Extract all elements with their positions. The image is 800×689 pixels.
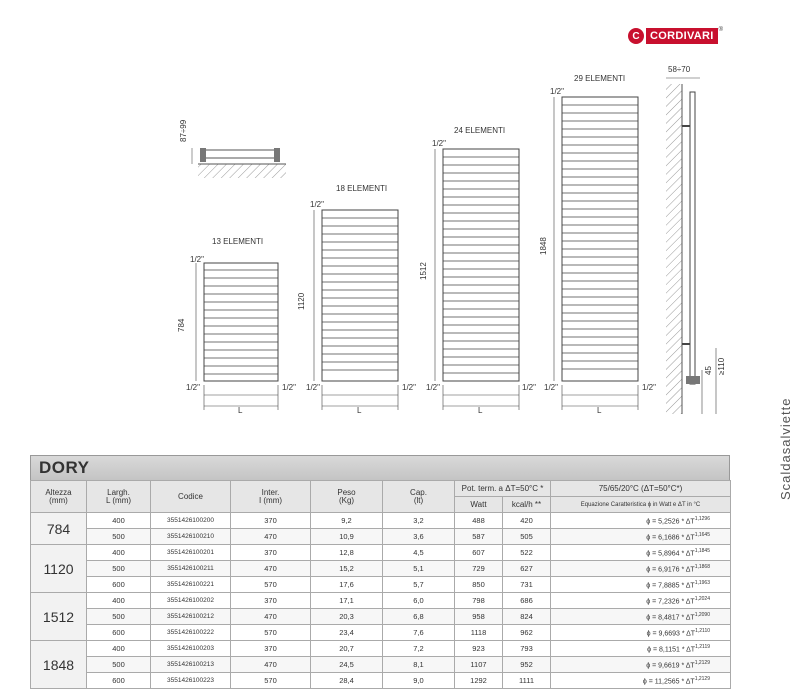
depth-label: 87÷99	[179, 119, 188, 142]
watt-cell: 488	[455, 513, 503, 529]
width-label: L	[238, 406, 243, 415]
height-label: 1120	[297, 292, 306, 310]
watt-cell: 1118	[455, 625, 503, 641]
interasse-cell: 470	[231, 609, 311, 625]
kcal-cell: 420	[503, 513, 551, 529]
altezza-cell: 1120	[31, 545, 87, 593]
peso-cell: 23,4	[311, 625, 383, 641]
codice-cell: 3551426100203	[151, 641, 231, 657]
table-row	[31, 577, 731, 593]
codice-cell: 3551426100201	[151, 545, 231, 561]
logo-mark-icon: C	[628, 28, 644, 44]
watt-cell: 1107	[455, 657, 503, 673]
thread-label: 1/2"	[522, 383, 536, 392]
kcal-cell: 731	[503, 577, 551, 593]
equazione-cell	[551, 641, 731, 657]
larghezza-cell: 600	[87, 577, 151, 593]
watt-cell: 1292	[455, 673, 503, 689]
kcal-cell: 793	[503, 641, 551, 657]
capacita-cell: 7,6	[383, 625, 455, 641]
equazione-text: ϕ = 5,2526 * ΔT	[646, 518, 695, 526]
table-title: DORY	[30, 455, 730, 480]
thread-label: 1/2"	[186, 383, 200, 392]
equazione-esponente: 1,1845	[694, 547, 710, 554]
interasse-cell: 370	[231, 513, 311, 529]
equazione-cell	[551, 657, 731, 673]
interasse-cell: 470	[231, 529, 311, 545]
equazione-esponente: 1,2119	[695, 643, 710, 650]
equazione-esponente: 1,2129	[694, 659, 710, 666]
capacita-cell: 7,2	[383, 641, 455, 657]
header-potenza: Pot. term. a ΔT=50°C *	[455, 481, 551, 497]
equazione-text: ϕ = 7,8885 * ΔT	[646, 582, 695, 590]
capacita-cell: 3,2	[383, 513, 455, 529]
equazione-text: ϕ = 6,9176 * ΔT	[646, 566, 695, 574]
equazione-text: ϕ = 9,6619 * ΔT	[646, 662, 695, 670]
width-label: L	[357, 406, 362, 415]
equazione-cell	[551, 609, 731, 625]
kcal-cell: 962	[503, 625, 551, 641]
equazione-esponente: 1,2110	[695, 627, 710, 634]
table-row	[31, 529, 731, 545]
larghezza-cell: 600	[87, 673, 151, 689]
larghezza-cell: 400	[87, 545, 151, 561]
capacita-cell: 6,8	[383, 609, 455, 625]
registered-mark: ®	[718, 27, 724, 33]
equazione-cell	[551, 545, 731, 561]
kcal-cell: 1111	[503, 673, 551, 689]
watt-cell: 587	[455, 529, 503, 545]
thread-label: 1/2"	[190, 255, 204, 264]
watt-cell: 798	[455, 593, 503, 609]
height-label: 1848	[539, 237, 548, 255]
table-row	[31, 561, 731, 577]
peso-cell: 9,2	[311, 513, 383, 529]
watt-cell: 850	[455, 577, 503, 593]
watt-cell: 923	[455, 641, 503, 657]
table-row	[31, 641, 731, 657]
equazione-esponente: 1,1296	[694, 515, 710, 522]
thread-label: 1/2"	[550, 87, 564, 96]
width-label: L	[597, 406, 602, 415]
kcal-cell: 952	[503, 657, 551, 673]
category-side-label: Scaldasalviette	[778, 397, 793, 500]
equazione-text: ϕ = 5,8964 * ΔT	[646, 550, 695, 558]
floor-distance-label: ≥110	[717, 357, 726, 375]
peso-cell: 17,1	[311, 593, 383, 609]
codice-cell: 3551426100210	[151, 529, 231, 545]
model-title: 24 ELEMENTI	[454, 126, 506, 135]
codice-cell: 3551426100202	[151, 593, 231, 609]
thread-label: 1/2"	[402, 383, 416, 392]
capacita-cell: 3,6	[383, 529, 455, 545]
equazione-text: ϕ = 11,2565 * ΔT	[642, 678, 695, 686]
kcal-cell: 686	[503, 593, 551, 609]
peso-cell: 28,4	[311, 673, 383, 689]
interasse-cell: 570	[231, 673, 311, 689]
larghezza-cell: 500	[87, 561, 151, 577]
thread-label: 1/2"	[306, 383, 320, 392]
capacita-cell: 5,7	[383, 577, 455, 593]
equazione-esponente: 1,2024	[694, 595, 710, 602]
model-title: 13 ELEMENTI	[212, 237, 264, 246]
larghezza-cell: 400	[87, 593, 151, 609]
equazione-cell	[551, 529, 731, 545]
codice-cell: 3551426100213	[151, 657, 231, 673]
product-table	[30, 455, 730, 689]
capacita-cell: 9,0	[383, 673, 455, 689]
capacita-cell: 5,1	[383, 561, 455, 577]
table-row	[31, 545, 731, 561]
interasse-cell: 370	[231, 641, 311, 657]
interasse-cell: 570	[231, 625, 311, 641]
height-label: 784	[177, 318, 186, 332]
thread-label: 1/2"	[432, 139, 446, 148]
table-row	[31, 513, 731, 529]
kcal-cell: 522	[503, 545, 551, 561]
kcal-cell: 505	[503, 529, 551, 545]
header-peso: Peso (Kg)	[311, 481, 383, 513]
equazione-text: ϕ = 6,1686 * ΔT	[646, 534, 695, 542]
model-title: 18 ELEMENTI	[336, 184, 388, 193]
header-equazione-titolo: 75/65/20°C (ΔT=50°C*)	[551, 481, 731, 497]
header-larghezza: Largh. L (mm)	[87, 481, 151, 513]
header-equazione-sub: Equazione Caratteristica ϕ in Watt e ΔT in °C	[551, 497, 731, 513]
equazione-cell	[551, 625, 731, 641]
interasse-cell: 470	[231, 657, 311, 673]
altezza-cell: 784	[31, 513, 87, 545]
codice-cell: 3551426100211	[151, 561, 231, 577]
watt-cell: 729	[455, 561, 503, 577]
header-codice: Codice	[151, 481, 231, 513]
equazione-esponente: 1,1868	[694, 563, 710, 570]
interasse-cell: 370	[231, 545, 311, 561]
capacita-cell: 6,0	[383, 593, 455, 609]
watt-cell: 958	[455, 609, 503, 625]
header-altezza: Altezza (mm)	[31, 481, 87, 513]
equazione-esponente: 1,1645	[694, 531, 710, 538]
table-row	[31, 673, 731, 689]
model-drawing-13	[177, 237, 296, 415]
equazione-cell	[551, 673, 731, 689]
altezza-cell: 1512	[31, 593, 87, 641]
codice-cell: 3551426100223	[151, 673, 231, 689]
model-drawing-18	[297, 184, 416, 415]
table-row	[31, 609, 731, 625]
larghezza-cell: 500	[87, 529, 151, 545]
interasse-cell: 370	[231, 593, 311, 609]
wall-distance-label: 58÷70	[668, 65, 691, 74]
table-row	[31, 625, 731, 641]
width-label: L	[478, 406, 483, 415]
peso-cell: 12,8	[311, 545, 383, 561]
bottom-distance-label: 45	[704, 366, 713, 375]
kcal-cell: 627	[503, 561, 551, 577]
model-drawing-24	[419, 126, 536, 415]
interasse-cell: 570	[231, 577, 311, 593]
codice-cell: 3551426100200	[151, 513, 231, 529]
header-interasse: Inter. I (mm)	[231, 481, 311, 513]
capacita-cell: 8,1	[383, 657, 455, 673]
thread-label: 1/2"	[282, 383, 296, 392]
equazione-cell	[551, 577, 731, 593]
equazione-cell	[551, 513, 731, 529]
logo-text: CORDIVARI	[646, 28, 718, 44]
peso-cell: 20,3	[311, 609, 383, 625]
thread-label: 1/2"	[426, 383, 440, 392]
codice-cell: 3551426100222	[151, 625, 231, 641]
peso-cell: 15,2	[311, 561, 383, 577]
model-title: 29 ELEMENTI	[574, 74, 626, 83]
equazione-text: ϕ = 9,6693 * ΔT	[646, 630, 696, 638]
equazione-cell	[551, 593, 731, 609]
kcal-cell: 824	[503, 609, 551, 625]
peso-cell: 10,9	[311, 529, 383, 545]
equazione-text: ϕ = 8,1151 * ΔT	[647, 646, 696, 654]
peso-cell: 20,7	[311, 641, 383, 657]
larghezza-cell: 500	[87, 657, 151, 673]
equazione-text: ϕ = 7,2326 * ΔT	[646, 598, 695, 606]
thread-label: 1/2"	[310, 200, 324, 209]
table-row	[31, 593, 731, 609]
peso-cell: 24,5	[311, 657, 383, 673]
equazione-cell	[551, 561, 731, 577]
height-label: 1512	[419, 262, 428, 280]
capacita-cell: 4,5	[383, 545, 455, 561]
header-capacita: Cap. (lt)	[383, 481, 455, 513]
top-view-detail	[179, 119, 286, 178]
codice-cell: 3551426100221	[151, 577, 231, 593]
thread-label: 1/2"	[544, 383, 558, 392]
equazione-text: ϕ = 8,4817 * ΔT	[646, 614, 695, 622]
header-kcal: kcal/h **	[503, 497, 551, 513]
codice-cell: 3551426100212	[151, 609, 231, 625]
equazione-esponente: 1,2129	[694, 675, 710, 682]
model-drawing-29	[539, 74, 656, 415]
equazione-esponente: 1,2090	[694, 611, 710, 618]
side-view-detail	[666, 65, 726, 414]
header-watt: Watt	[455, 497, 503, 513]
thread-label: 1/2"	[642, 383, 656, 392]
larghezza-cell: 500	[87, 609, 151, 625]
larghezza-cell: 400	[87, 513, 151, 529]
interasse-cell: 470	[231, 561, 311, 577]
larghezza-cell: 600	[87, 625, 151, 641]
peso-cell: 17,6	[311, 577, 383, 593]
larghezza-cell: 400	[87, 641, 151, 657]
equazione-esponente: 1,1963	[694, 579, 710, 586]
table-row	[31, 657, 731, 673]
altezza-cell: 1848	[31, 641, 87, 689]
watt-cell: 607	[455, 545, 503, 561]
